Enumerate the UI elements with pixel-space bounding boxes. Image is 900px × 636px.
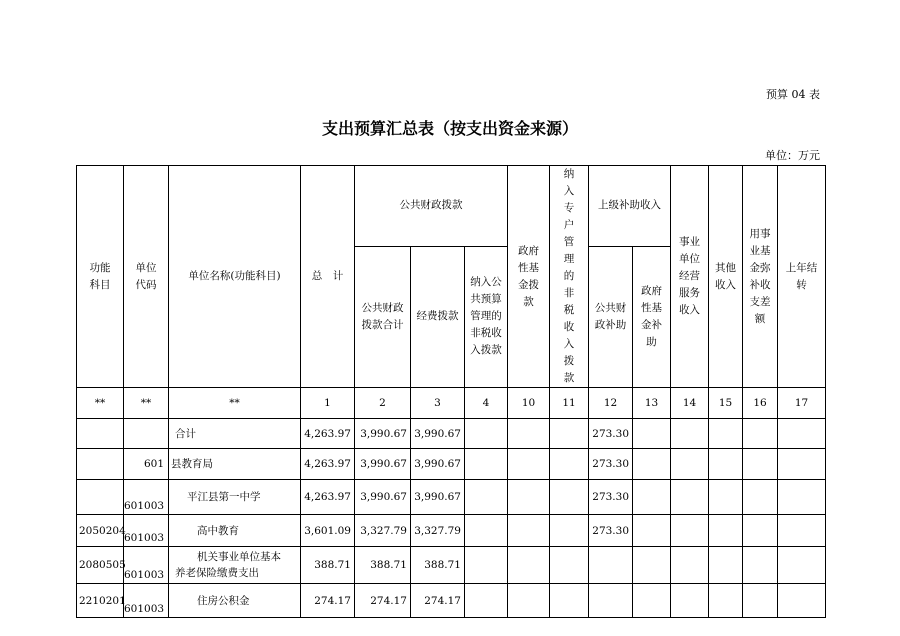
empty-cell bbox=[508, 584, 550, 618]
empty-cell bbox=[508, 547, 550, 584]
index-cell: 11 bbox=[550, 388, 589, 419]
unit-code-cell: 601 bbox=[124, 449, 169, 480]
index-cell: 15 bbox=[709, 388, 743, 419]
empty-cell bbox=[465, 480, 508, 515]
header-superior-public: 公共财政补助 bbox=[589, 246, 633, 387]
empty-cell bbox=[671, 449, 709, 480]
empty-cell bbox=[743, 449, 778, 480]
empty-cell bbox=[465, 547, 508, 584]
superior-public-cell bbox=[589, 547, 633, 584]
empty-cell bbox=[671, 584, 709, 618]
empty-cell bbox=[709, 419, 743, 449]
empty-cell bbox=[743, 584, 778, 618]
table-row bbox=[77, 547, 826, 584]
total-cell: 388.71 bbox=[301, 547, 355, 584]
empty-cell bbox=[550, 480, 589, 515]
header-other-income: 其他收入 bbox=[709, 166, 743, 388]
header-superior-gov-fund: 政府性基金补助 bbox=[633, 246, 671, 387]
empty-cell bbox=[508, 449, 550, 480]
empty-cell bbox=[550, 449, 589, 480]
table-row bbox=[77, 449, 826, 480]
empty-cell bbox=[778, 547, 826, 584]
index-cell: ** bbox=[124, 388, 169, 419]
empty-cell bbox=[550, 584, 589, 618]
empty-cell bbox=[508, 419, 550, 449]
empty-cell bbox=[743, 515, 778, 547]
empty-cell bbox=[778, 449, 826, 480]
empty-cell bbox=[633, 419, 671, 449]
total-cell: 274.17 bbox=[301, 584, 355, 618]
header-public-fiscal: 公共财政拨款 bbox=[355, 166, 508, 247]
header-business-service: 事业单位经营服务收入 bbox=[671, 166, 709, 388]
empty-cell bbox=[671, 515, 709, 547]
public-fiscal-total-cell: 388.71 bbox=[355, 547, 411, 584]
func-code-cell bbox=[77, 480, 124, 515]
table-row bbox=[77, 515, 826, 547]
unit-code-cell bbox=[124, 419, 169, 449]
superior-public-cell bbox=[589, 584, 633, 618]
func-code-cell: 2080505 bbox=[77, 547, 124, 584]
expense-cell: 388.71 bbox=[411, 547, 465, 584]
header-prior-year-carryover: 上年结转 bbox=[778, 166, 826, 388]
header-superior-subsidy: 上级补助收入 bbox=[589, 166, 671, 247]
public-fiscal-total-cell: 3,990.67 bbox=[355, 419, 411, 449]
index-cell: 10 bbox=[508, 388, 550, 419]
expense-cell: 3,990.67 bbox=[411, 449, 465, 480]
index-cell: 3 bbox=[411, 388, 465, 419]
empty-cell bbox=[743, 419, 778, 449]
unit-name-cell: 机关事业单位基本养老保险缴费支出 bbox=[169, 547, 301, 584]
empty-cell bbox=[633, 480, 671, 515]
superior-public-cell: 273.30 bbox=[589, 515, 633, 547]
index-cell: 17 bbox=[778, 388, 826, 419]
header-public-fiscal-total: 公共财政拨款合计 bbox=[355, 246, 411, 387]
header-gov-fund: 政府性基金拨款 bbox=[508, 166, 550, 388]
column-index-row bbox=[77, 388, 826, 419]
empty-cell bbox=[743, 547, 778, 584]
unit-code-cell: 601003 bbox=[124, 547, 169, 584]
total-cell: 4,263.97 bbox=[301, 449, 355, 480]
header-total: 总 计 bbox=[301, 166, 355, 388]
empty-cell bbox=[465, 449, 508, 480]
expense-cell: 3,327.79 bbox=[411, 515, 465, 547]
public-fiscal-total-cell: 3,327.79 bbox=[355, 515, 411, 547]
superior-public-cell: 273.30 bbox=[589, 449, 633, 480]
unit-code-cell: 601003 bbox=[124, 515, 169, 547]
empty-cell bbox=[508, 515, 550, 547]
empty-cell bbox=[778, 515, 826, 547]
empty-cell bbox=[633, 449, 671, 480]
index-cell: 12 bbox=[589, 388, 633, 419]
superior-public-cell: 273.30 bbox=[589, 480, 633, 515]
form-number: 预算 04 表 bbox=[766, 88, 820, 101]
budget-table bbox=[76, 165, 826, 618]
header-nontax: 纳入公共预算管理的非税收入拨款 bbox=[465, 246, 508, 387]
expense-cell: 3,990.67 bbox=[411, 419, 465, 449]
total-cell: 4,263.97 bbox=[301, 419, 355, 449]
table-row bbox=[77, 480, 826, 515]
index-cell: 1 bbox=[301, 388, 355, 419]
empty-cell bbox=[550, 419, 589, 449]
empty-cell bbox=[709, 449, 743, 480]
func-code-cell: 2050204 bbox=[77, 515, 124, 547]
index-cell: 14 bbox=[671, 388, 709, 419]
empty-cell bbox=[709, 547, 743, 584]
empty-cell bbox=[633, 547, 671, 584]
index-cell: ** bbox=[169, 388, 301, 419]
superior-public-cell: 273.30 bbox=[589, 419, 633, 449]
empty-cell bbox=[778, 480, 826, 515]
func-code-cell: 2210201 bbox=[77, 584, 124, 618]
unit-name-cell: 县教育局 bbox=[169, 449, 301, 480]
empty-cell bbox=[633, 584, 671, 618]
empty-cell bbox=[743, 480, 778, 515]
header-special-nontax: 纳入专户管理的非税收入拨款 bbox=[550, 166, 589, 388]
empty-cell bbox=[709, 584, 743, 618]
empty-cell bbox=[671, 419, 709, 449]
unit-label: 单位：万元 bbox=[765, 149, 820, 162]
empty-cell bbox=[633, 515, 671, 547]
expense-cell: 3,990.67 bbox=[411, 480, 465, 515]
unit-name-cell: 合计 bbox=[169, 419, 301, 449]
unit-name-cell: 平江县第一中学 bbox=[169, 480, 301, 515]
func-code-cell bbox=[77, 449, 124, 480]
empty-cell bbox=[508, 480, 550, 515]
public-fiscal-total-cell: 274.17 bbox=[355, 584, 411, 618]
empty-cell bbox=[550, 547, 589, 584]
unit-name-cell: 高中教育 bbox=[169, 515, 301, 547]
expense-cell: 274.17 bbox=[411, 584, 465, 618]
func-code-cell bbox=[77, 419, 124, 449]
empty-cell bbox=[465, 584, 508, 618]
header-expense: 经费拨款 bbox=[411, 246, 465, 387]
total-cell: 3,601.09 bbox=[301, 515, 355, 547]
public-fiscal-total-cell: 3,990.67 bbox=[355, 480, 411, 515]
empty-cell bbox=[709, 515, 743, 547]
empty-cell bbox=[671, 547, 709, 584]
header-business-fund-gap: 用事业基金弥补收支差额 bbox=[743, 166, 778, 388]
index-cell: 13 bbox=[633, 388, 671, 419]
unit-code-cell: 601003 bbox=[124, 584, 169, 618]
header-func-code: 功能科目 bbox=[77, 166, 124, 388]
empty-cell bbox=[550, 515, 589, 547]
index-cell: 16 bbox=[743, 388, 778, 419]
header-unit-code: 单位代码 bbox=[124, 166, 169, 388]
unit-name-cell: 住房公积金 bbox=[169, 584, 301, 618]
empty-cell bbox=[671, 480, 709, 515]
empty-cell bbox=[465, 515, 508, 547]
index-cell: ** bbox=[77, 388, 124, 419]
index-cell: 2 bbox=[355, 388, 411, 419]
page-title: 支出预算汇总表（按支出资金来源） bbox=[321, 119, 578, 138]
empty-cell bbox=[778, 584, 826, 618]
public-fiscal-total-cell: 3,990.67 bbox=[355, 449, 411, 480]
empty-cell bbox=[778, 419, 826, 449]
empty-cell bbox=[709, 480, 743, 515]
total-cell: 4,263.97 bbox=[301, 480, 355, 515]
table-row bbox=[77, 584, 826, 618]
index-cell: 4 bbox=[465, 388, 508, 419]
empty-cell bbox=[465, 419, 508, 449]
unit-code-cell: 601003 bbox=[124, 480, 169, 515]
header-unit-name: 单位名称(功能科目) bbox=[169, 166, 301, 388]
table-row bbox=[77, 419, 826, 449]
